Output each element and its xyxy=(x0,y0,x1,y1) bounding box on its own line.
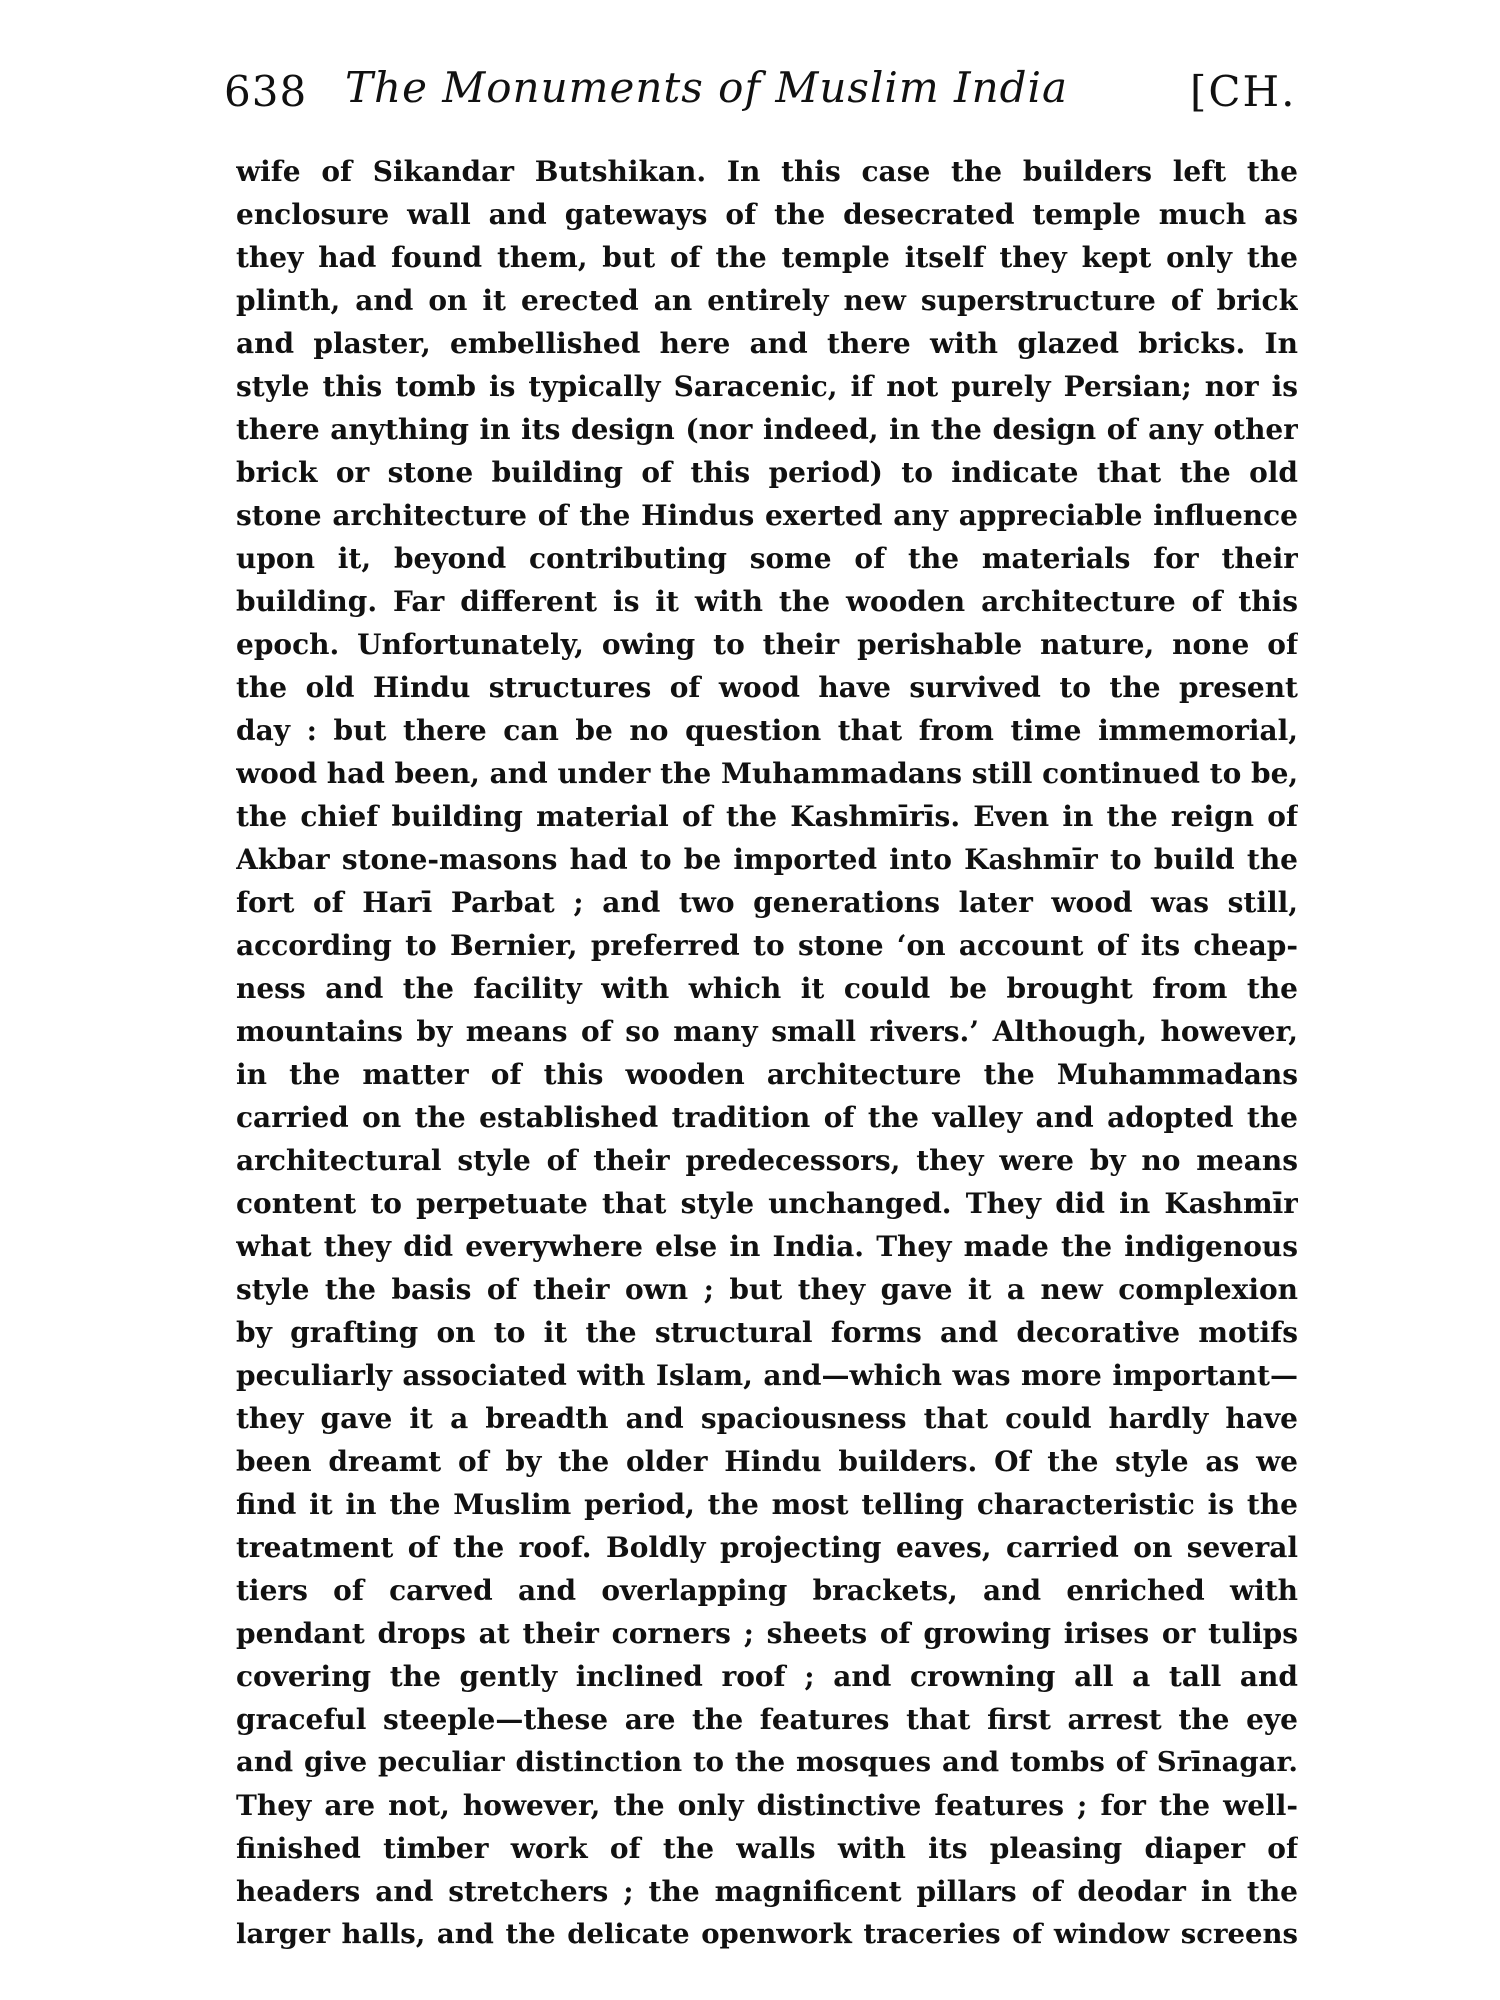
text-line: tiers of carved and overlapping brackets, and enriched with xyxy=(236,1574,1298,1607)
text-line: been dreamt of by the older Hindu builders. Of the style as we xyxy=(236,1445,1298,1478)
page-number: 638 xyxy=(224,67,308,116)
text-line: larger halls, and the delicate openwork traceries of window screens xyxy=(236,1918,1298,1950)
text-line: They are not, however, the only distinctive features ; for the well- xyxy=(236,1789,1298,1822)
text-line: stone architecture of the Hindus exerted any appreciable influence xyxy=(236,499,1298,532)
text-line: according to Bernier, preferred to stone ‘on account of its cheap- xyxy=(236,929,1298,962)
text-line: carried on the established tradition of the valley and adopted the xyxy=(236,1101,1298,1134)
text-line: and give peculiar distinction to the mosques and tombs of Srīnagar. xyxy=(236,1746,1298,1778)
text-line: and plaster, embellished here and there with glazed bricks. In xyxy=(236,327,1298,360)
text-line: day : but there can be no question that from time immemorial, xyxy=(236,714,1298,747)
text-line: peculiarly associated with Islam, and—which was more important— xyxy=(236,1359,1298,1392)
text-line: ness and the facility with which it could be brought from the xyxy=(236,972,1298,1005)
text-line: they had found them, but of the temple itself they kept only the xyxy=(236,241,1298,274)
body-text xyxy=(236,150,1298,1956)
text-line: headers and stretchers ; the magnificent pillars of deodar in the xyxy=(236,1875,1298,1908)
text-line: style the basis of their own ; but they gave it a new complexion xyxy=(236,1273,1298,1306)
text-line: fort of Harī Parbat ; and two generations later wood was still, xyxy=(236,886,1298,919)
text-line: the old Hindu structures of wood have survived to the present xyxy=(236,671,1298,704)
text-line: plinth, and on it erected an entirely new superstructure of brick xyxy=(236,284,1298,317)
text-line: finished timber work of the walls with its pleasing diaper of xyxy=(236,1832,1298,1865)
running-title: The Monuments of Muslim India xyxy=(345,63,1069,112)
text-line: architectural style of their predecessors, they were by no means xyxy=(236,1144,1298,1177)
text-line: treatment of the roof. Boldly projecting eaves, carried on several xyxy=(236,1531,1298,1564)
text-line: find it in the Muslim period, the most telling characteristic is the xyxy=(236,1488,1298,1521)
text-line: wife of Sikandar Butshikan. In this case the builders left the xyxy=(236,155,1298,188)
text-line: what they did everywhere else in India. They made the indigenous xyxy=(236,1230,1298,1263)
text-line: enclosure wall and gateways of the desecrated temple much as xyxy=(236,198,1298,231)
text-line: wood had been, and under the Muhammadans still continued to be, xyxy=(236,757,1298,790)
text-line: by grafting on to it the structural forms and decorative motifs xyxy=(236,1316,1298,1349)
text-line: style this tomb is typically Saracenic, if not purely Persian; nor is xyxy=(236,370,1298,403)
text-line: upon it, beyond contributing some of the materials for their xyxy=(236,542,1298,575)
text-line: Akbar stone-masons had to be imported into Kashmīr to build the xyxy=(236,843,1298,876)
text-line: content to perpetuate that style unchanged. They did in Kashmīr xyxy=(236,1187,1298,1220)
text-line: mountains by means of so many small rivers.’ Although, however, xyxy=(236,1015,1298,1048)
text-line: they gave it a breadth and spaciousness that could hardly have xyxy=(236,1402,1298,1435)
page-header xyxy=(224,58,1304,128)
text-line: building. Far different is it with the wooden architecture of this xyxy=(236,585,1298,618)
text-line: in the matter of this wooden architecture the Muhammadans xyxy=(236,1058,1298,1091)
text-line: epoch. Unfortunately, owing to their perishable nature, none of xyxy=(236,628,1298,661)
chapter-marker: [CH. xyxy=(1190,67,1297,116)
text-line: brick or stone building of this period) to indicate that the old xyxy=(236,456,1298,489)
text-line: the chief building material of the Kashmīrīs. Even in the reign of xyxy=(236,800,1298,833)
text-line: graceful steeple—these are the features that first arrest the eye xyxy=(236,1703,1298,1736)
text-line: pendant drops at their corners ; sheets of growing irises or tulips xyxy=(236,1617,1298,1650)
text-line: there anything in its design (nor indeed, in the design of any other xyxy=(236,413,1298,446)
text-line: covering the gently inclined roof ; and crowning all a tall and xyxy=(236,1660,1298,1693)
